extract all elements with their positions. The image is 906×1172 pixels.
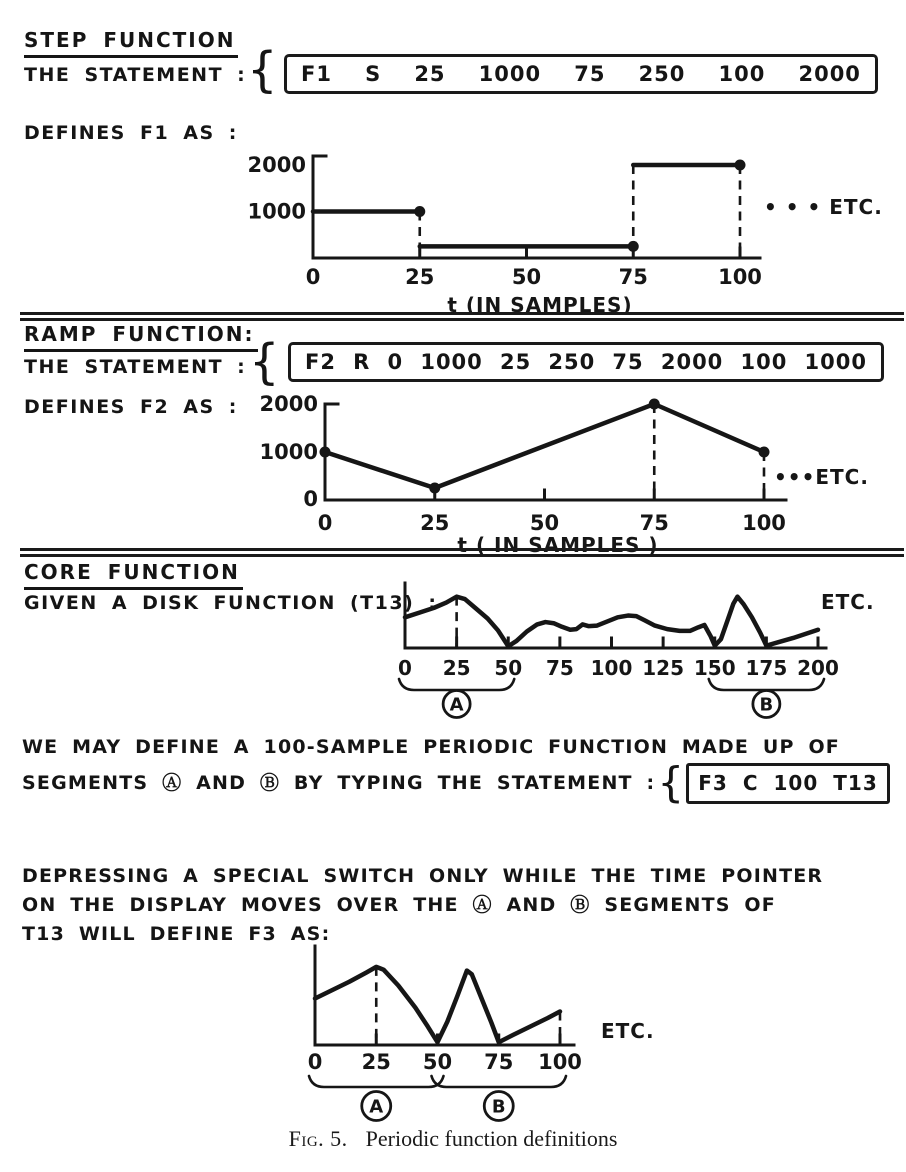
svg-text:ETC.: ETC. — [821, 590, 875, 614]
ramp-statement-label: THE STATEMENT : — [24, 356, 247, 378]
left-brace: { — [249, 334, 280, 390]
svg-text:A: A — [369, 1096, 384, 1118]
paragraph-line: SEGMENTS Ⓐ AND Ⓑ BY TYPING THE STATEMENT : { F3 C 100 T13 — [22, 762, 904, 804]
statement-token: 100 — [773, 770, 819, 795]
statement-token: 1000 — [420, 350, 483, 374]
statement-token: C — [742, 770, 759, 795]
svg-text:100: 100 — [742, 511, 786, 535]
svg-text:• • • ETC.: • • • ETC. — [764, 195, 883, 219]
core-paragraph-2 — [22, 862, 904, 949]
svg-text:0: 0 — [307, 1050, 323, 1074]
statement-token: 1000 — [804, 350, 867, 374]
disk-function-plot — [388, 563, 906, 738]
svg-text:25: 25 — [420, 511, 450, 535]
statement-token: F3 — [698, 770, 728, 795]
step-function-plot — [228, 126, 906, 326]
step-statement-label: THE STATEMENT : — [24, 64, 247, 86]
statement-token: S — [365, 62, 382, 86]
svg-text:A: A — [449, 694, 464, 716]
svg-text:0: 0 — [303, 487, 318, 511]
left-brace: { — [247, 42, 278, 98]
svg-text:25: 25 — [442, 656, 471, 680]
svg-text:2000: 2000 — [259, 392, 318, 416]
statement-token: 75 — [574, 62, 606, 86]
paragraph-line: T13 WILL DEFINE F3 AS: — [22, 923, 331, 945]
figure-title: Periodic function definitions — [365, 1126, 618, 1151]
svg-text:t (IN SAMPLES): t (IN SAMPLES) — [447, 293, 633, 317]
svg-text:200: 200 — [797, 656, 839, 680]
svg-text:75: 75 — [618, 265, 648, 289]
statement-token: R — [353, 350, 371, 374]
svg-text:B: B — [759, 694, 774, 716]
statement-token: 0 — [387, 350, 404, 374]
paragraph-line: WE MAY DEFINE A 100-SAMPLE PERIODIC FUNCTION MADE UP OF — [22, 736, 840, 758]
statement-token: 1000 — [478, 62, 542, 86]
section-divider — [20, 312, 904, 321]
statement-box-f3 — [686, 763, 890, 804]
svg-text:50: 50 — [529, 511, 560, 535]
figure-number: Fig. 5. — [288, 1126, 348, 1151]
core-paragraph-1 — [22, 733, 904, 807]
statement-token: T13 — [833, 770, 878, 795]
svg-text:75: 75 — [545, 656, 574, 680]
statement-token: 250 — [548, 350, 596, 374]
statement-token: 25 — [414, 62, 446, 86]
statement-token: 2000 — [798, 62, 861, 86]
statement-token: 2000 — [660, 350, 724, 374]
statement-box-f1 — [284, 54, 878, 94]
svg-text:50: 50 — [422, 1050, 453, 1074]
statement-box-f2 — [288, 342, 884, 382]
statement-token: 250 — [638, 62, 686, 86]
svg-text:75: 75 — [639, 511, 669, 535]
ramp-function-heading: RAMP FUNCTION: — [24, 322, 258, 352]
given-disk-function-label: GIVEN A DISK FUNCTION (T13) : — [24, 592, 438, 614]
statement-token: F1 — [301, 62, 332, 86]
paragraph-line: DEPRESSING A SPECIAL SWITCH ONLY WHILE THE TIME POINTER — [22, 865, 824, 887]
svg-text:25: 25 — [405, 265, 435, 289]
statement-token: 100 — [718, 62, 766, 86]
svg-text:50: 50 — [511, 265, 542, 289]
step-function-heading: STEP FUNCTION — [24, 28, 238, 58]
svg-text:B: B — [491, 1096, 506, 1118]
svg-text:100: 100 — [538, 1050, 582, 1074]
svg-text:100: 100 — [590, 656, 633, 680]
svg-text:75: 75 — [484, 1050, 514, 1074]
svg-text:125: 125 — [642, 656, 684, 680]
svg-text:150: 150 — [693, 656, 736, 680]
svg-text:2000: 2000 — [247, 153, 306, 177]
svg-text:25: 25 — [361, 1050, 391, 1074]
statement-token: 25 — [499, 350, 532, 374]
svg-text:0: 0 — [305, 265, 321, 289]
statement-token: F2 — [305, 350, 336, 374]
svg-text:100: 100 — [718, 265, 762, 289]
left-brace: { — [657, 758, 686, 807]
defines-f1-label: DEFINES F1 AS : — [24, 122, 238, 144]
svg-text:50: 50 — [494, 656, 523, 680]
statement-token: 100 — [740, 350, 788, 374]
svg-text:•••ETC.: •••ETC. — [774, 465, 869, 489]
section-divider — [20, 548, 904, 557]
svg-text:1000: 1000 — [259, 440, 318, 464]
svg-text:1000: 1000 — [247, 199, 306, 224]
statement-token: 75 — [612, 350, 644, 374]
svg-text:0: 0 — [398, 656, 412, 680]
core-function-heading: CORE FUNCTION — [24, 560, 243, 590]
defines-f2-label: DEFINES F2 AS : — [24, 396, 238, 418]
svg-text:0: 0 — [317, 511, 333, 535]
figure-caption — [0, 1126, 906, 1152]
svg-text:ETC.: ETC. — [601, 1019, 655, 1043]
paragraph-line: ON THE DISPLAY MOVES OVER THE Ⓐ AND Ⓑ SEGMENTS OF — [22, 894, 776, 916]
ramp-function-plot — [228, 384, 906, 557]
svg-text:175: 175 — [745, 656, 788, 680]
svg-text:t ( IN SAMPLES ): t ( IN SAMPLES ) — [457, 533, 659, 557]
